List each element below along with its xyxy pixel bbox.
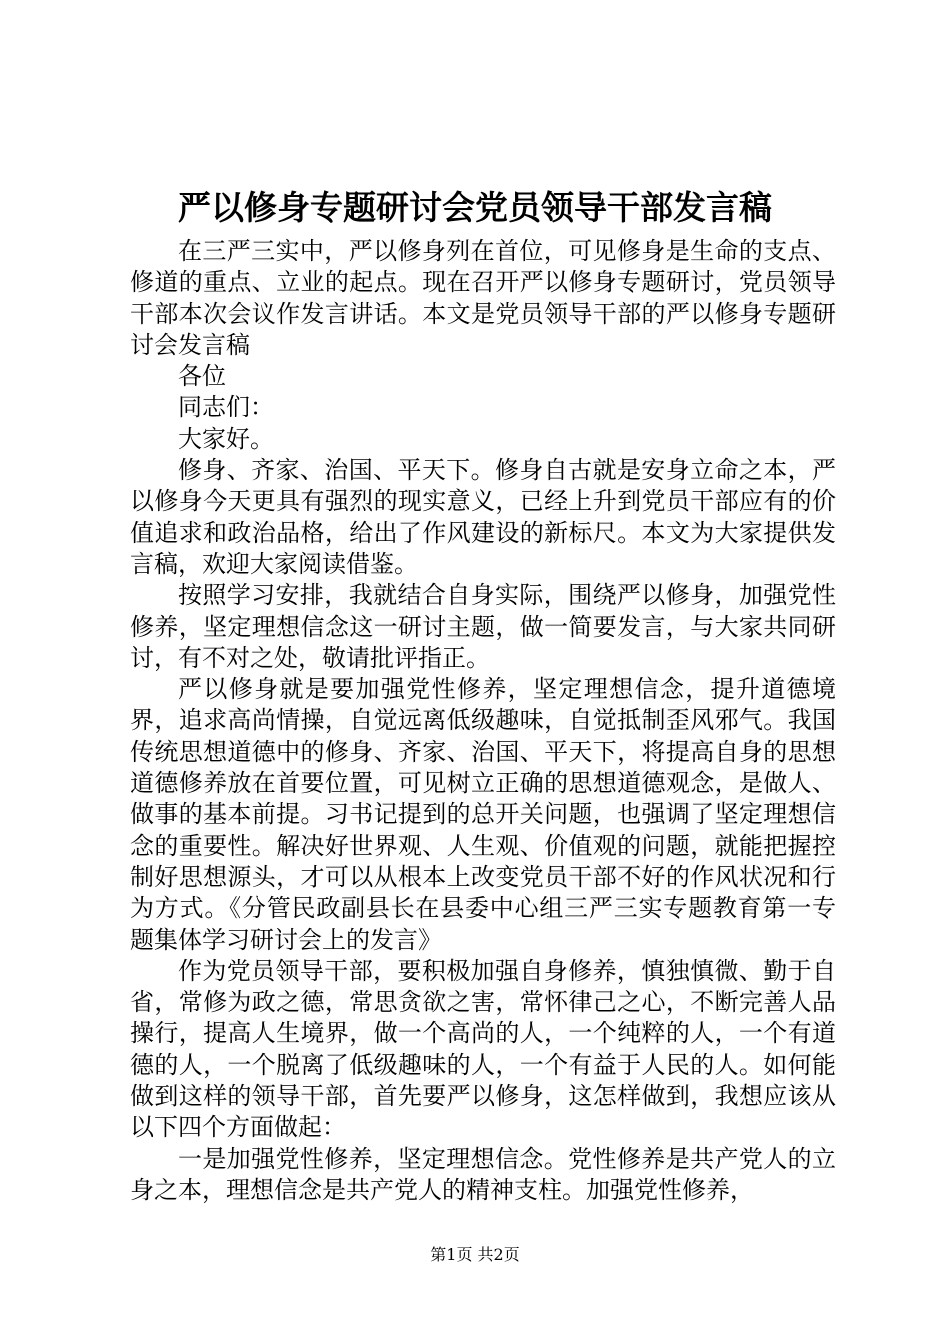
paragraph-greeting: 大家好。 bbox=[178, 424, 274, 453]
paragraph-party-spirit: 严以修身就是要加强党性修养，坚定理想信念，提升道德境界，追求高尚情操，自觉远离低级趣味，自觉抵制歪风邪气。我国传统思想道德中的修身、齐家、治国、平天下，将提高自身的思想道德修养放在首要位置，可见树立正确的思想道德观念，是做人、做事的基本前提。习书记提到的总开关问题，也强调了坚定理想信念的重要性。解决好世界观、人生观、价值观的问题，就能把握控制好思想源头，才可以从根本上改变党员干部不好的作风状况和行为方式。《分管民政副县长在县委中心组三严三实专题教育第一专题集体学习研讨会上的发言》 bbox=[130, 675, 836, 954]
paragraph-self-cultivation: 修身、齐家、治国、平天下。修身自古就是安身立命之本，严以修身今天更具有强烈的现实意义，已经上升到党员干部应有的价值追求和政治品格，给出了作风建设的新标尺。本文为大家提供发言稿，欢迎大家阅读借鉴。 bbox=[130, 456, 836, 578]
paragraph-comrades: 同志们： bbox=[178, 393, 274, 422]
document-body bbox=[130, 236, 836, 1206]
paragraph-leading-cadre: 作为党员领导干部，要积极加强自身修养，慎独慎微、勤于自省，常修为政之德，常思贪欲之害，常怀律己之心，不断完善人品操行，提高人生境界，做一个高尚的人，一个纯粹的人，一个有道德的人，一个脱离了低级趣味的人，一个有益于人民的人。如何能做到这样的领导干部，首先要严以修身，这怎样做到，我想应该从以下四个方面做起： bbox=[130, 956, 836, 1142]
page-number-footer: 第1页 共2页 bbox=[430, 1245, 520, 1264]
document-title: 严以修身专题研讨会党员领导干部发言稿 bbox=[178, 188, 772, 227]
paragraph-point-one: 一是加强党性修养，坚定理想信念。党性修养是共产党人的立身之本，理想信念是共产党人的精神支柱。加强党性修养， bbox=[130, 1144, 836, 1204]
paragraph-intro: 在三严三实中，严以修身列在首位，可见修身是生命的支点、修道的重点、立业的起点。现在召开严以修身专题研讨，党员领导干部本次会议作发言讲话。本文是党员领导干部的严以修身专题研讨会发言稿 bbox=[130, 237, 836, 359]
paragraph-study-arrangement: 按照学习安排，我就结合自身实际，围绕严以修身，加强党性修养，坚定理想信念这一研讨主题，做一简要发言，与大家共同研讨，有不对之处，敬请批评指正。 bbox=[130, 581, 836, 672]
paragraph-salutation: 各位 bbox=[178, 362, 226, 391]
